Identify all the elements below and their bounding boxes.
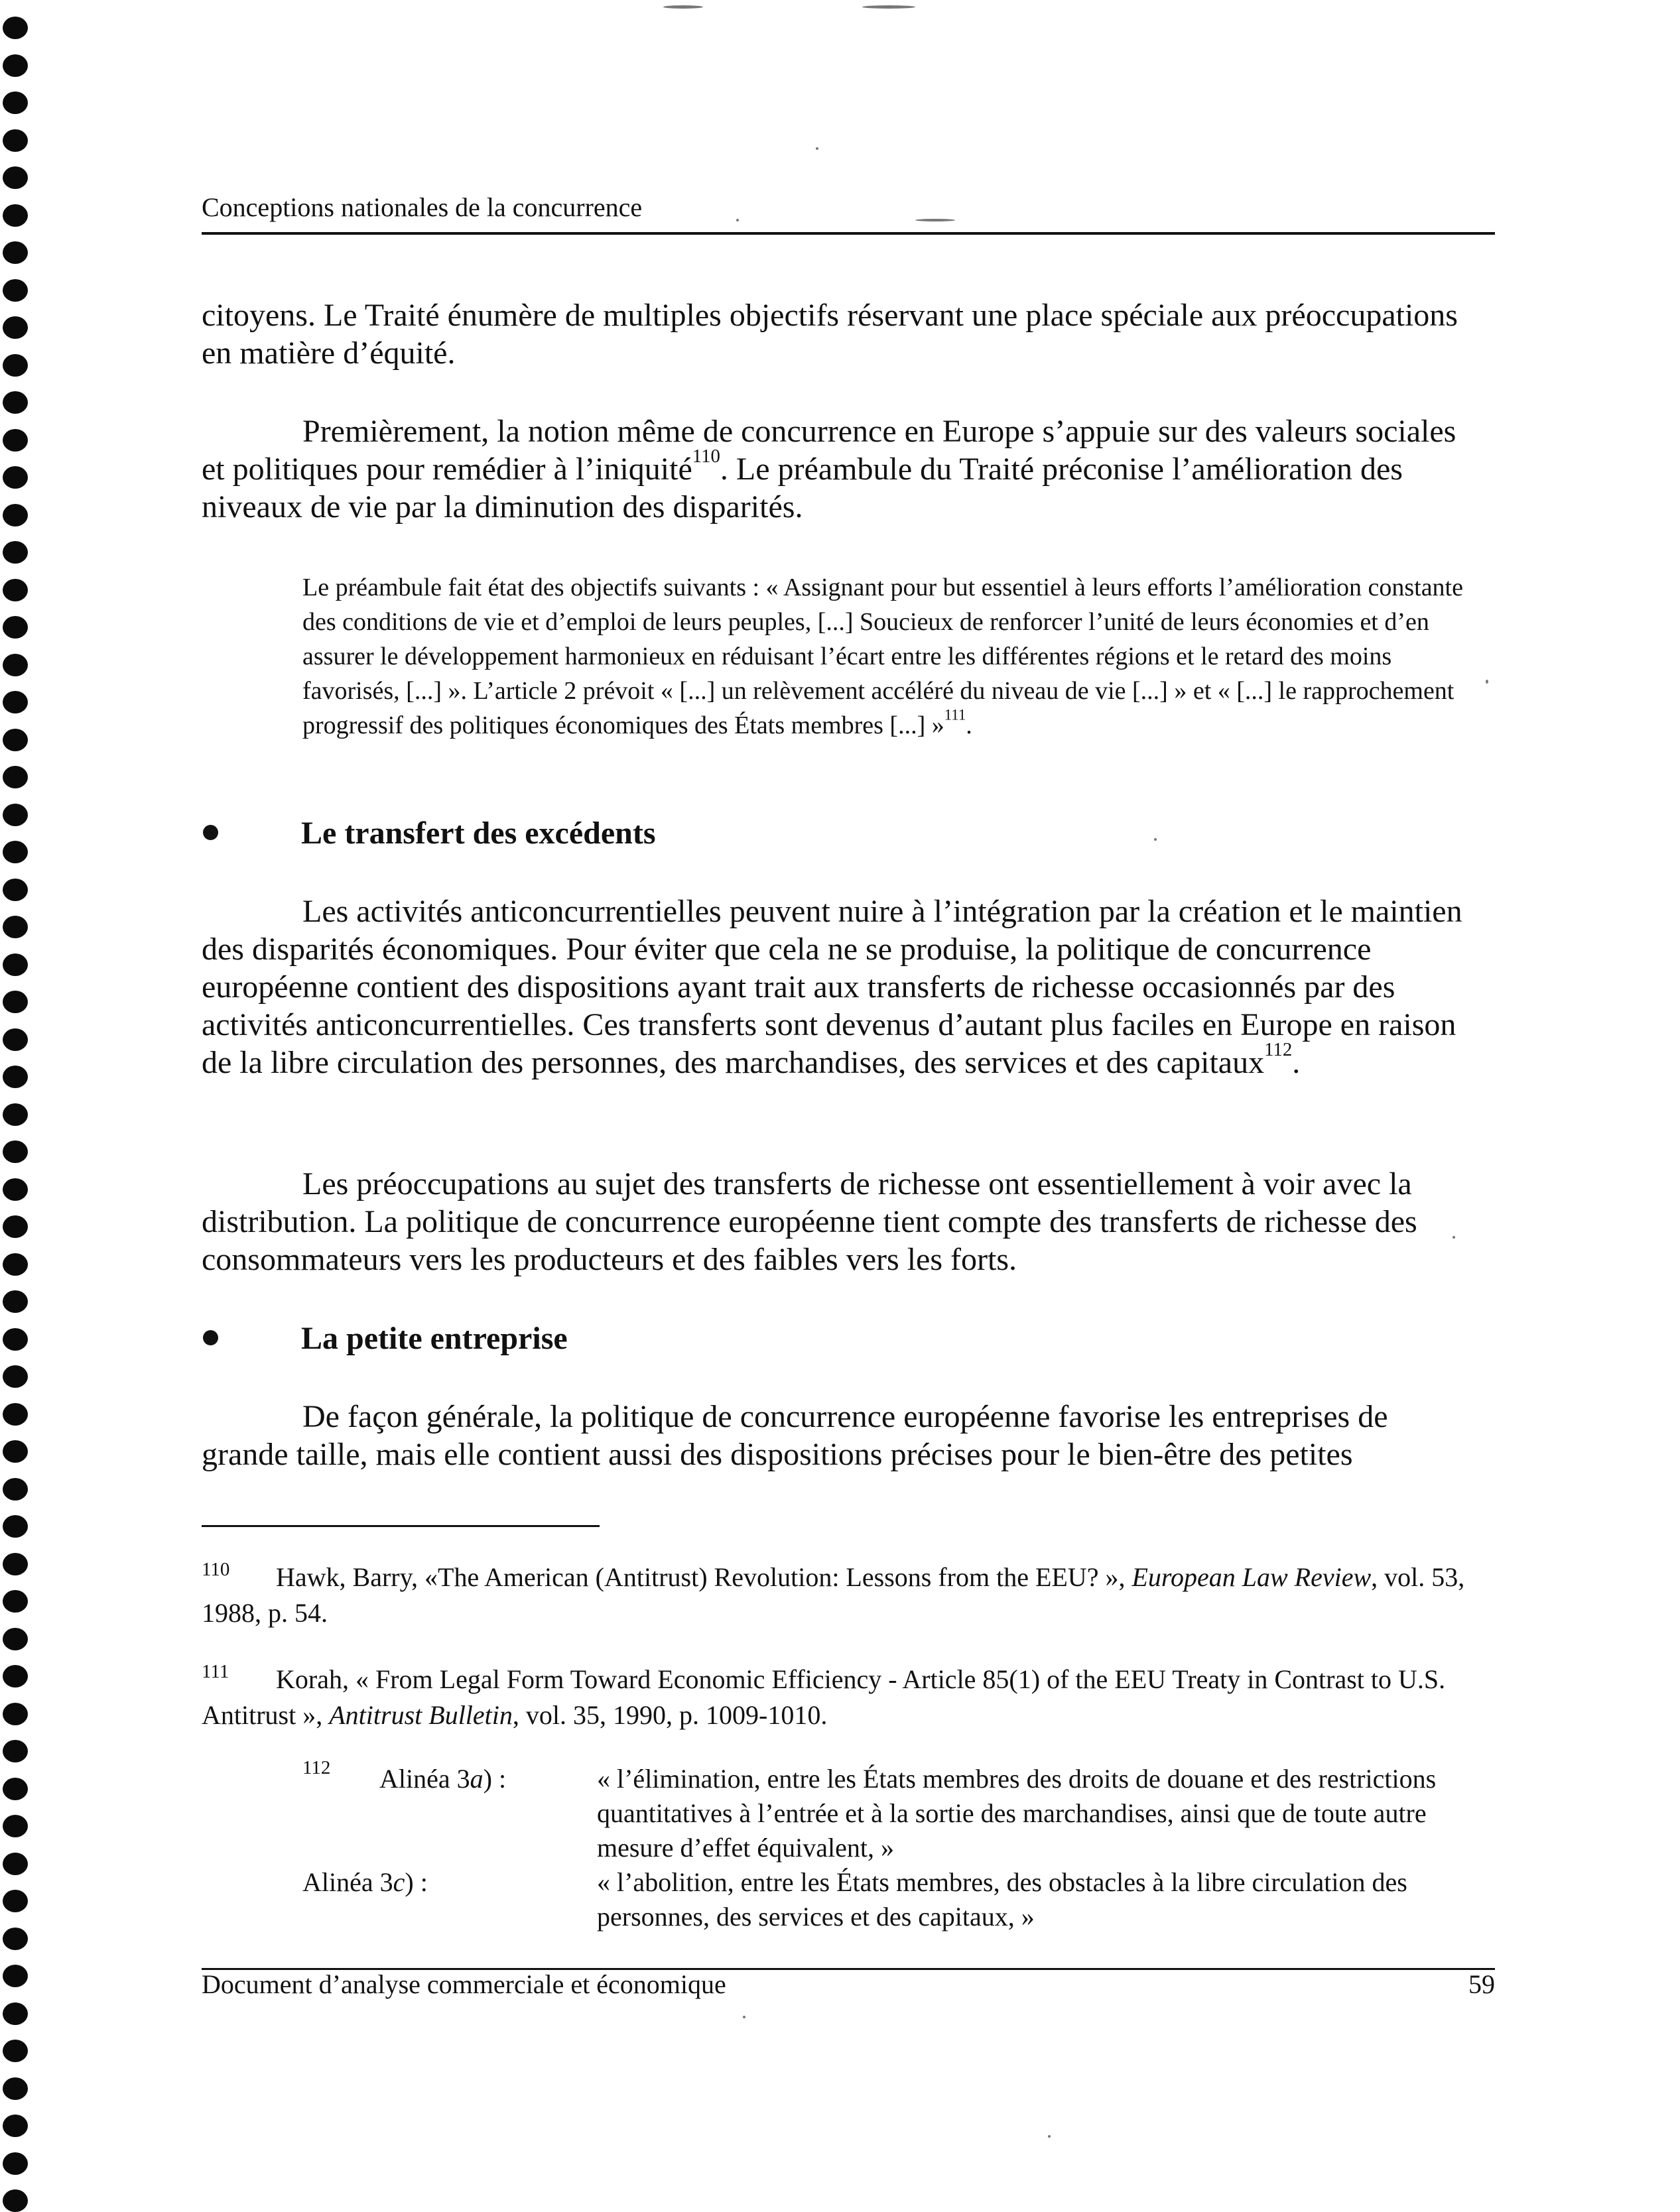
block-quote-tail: . [966,711,972,739]
scan-speck [743,2016,745,2018]
footnote-ref-112: 112 [1264,1039,1293,1061]
scan-speck [1154,838,1157,841]
bullet-icon [203,825,218,840]
paragraph-3-text: Les activités anticoncurrentielles peuvent nuire à l’intégration par la création et le maintien des disparités économiques. Pour éviter que cela ne se produise, la politique de concurrence européenne contient des dispositions ayant trait aux transferts de richesse occasionnés par des activités anticoncurrentielles. Ces transferts sont devenus d’autant plus faciles en Europe en raison de la libre circulation des personnes, des marchandises, des services et des capitaux [202,894,1462,1080]
running-title: Conceptions nationales de la concurrence [202,192,643,222]
scan-speck [1453,1236,1455,1239]
footnote-111 [202,1654,1478,1733]
header-rule [202,232,1495,235]
footer-title: Document d’analyse commerciale et économique [202,1969,726,1999]
footnote-111-journal: Antitrust Bulletin [329,1699,513,1730]
paragraph-2-text: Premièrement, la notion même de concurrence en Europe s’appuie sur des valeurs sociales et politiques pour remédier à l’iniquité [202,414,1456,487]
footnote-111-text: Korah, « From Legal Form Toward Economic Efficiency - Article 85(1) of the EEU Treaty in Contrast to U.S. Antitrust », [202,1664,1446,1730]
scan-speck [862,5,915,9]
scan-speck [1486,680,1488,684]
section-heading-text: La petite entreprise [301,1321,568,1356]
footnote-110-journal: European Law Review [1131,1562,1372,1592]
scan-speck [1048,2135,1051,2138]
footnote-ref-111: 111 [944,706,966,723]
paragraph-1: citoyens. Le Traité énumère de multiples objectifs réservant une place spéciale aux préoccupations en matière d’équité. [202,298,1458,371]
paragraph-2 [202,412,1478,526]
paragraph-3-tail: . [1292,1045,1301,1080]
page-number: 59 [1468,1969,1495,1999]
running-header [202,192,1495,223]
footnote-111-tail: , vol. 35, 1990, p. 1009-1010. [512,1699,828,1730]
paragraph-4: Les préoccupations au sujet des transferts de richesse ont essentiellement à voir avec la distribution. La politique de concurrence européenne tient compte des transferts de richesse des consommateurs vers les producteurs et des faibles vers les forts. [202,1166,1417,1277]
block-quote-text: Le préambule fait état des objectifs suivants : « Assignant pour but essentiel à leurs efforts l’amélioration constante des conditions de vie et d’emploi de leurs peuples, [...] Soucieux de renforcer l’unité de leurs économies et d’en assurer le développement harmonieux en réduisant l’écart entre les différentes régions et le retard des moins favorisés, [...] ». L’article 2 prévoit « [...] un relèvement accéléré du niveau de vie [...] » et « [...] le rapprochement progressif des politiques économiques des États membres [...] » [302,574,1463,739]
paragraph-2-tail: . Le préambule du Traité préconise l’amélioration des niveaux de vie par la diminution des disparités. [202,452,1403,524]
footnote-ref-110: 110 [692,446,720,467]
scan-speck [816,147,818,150]
alinea-3a-label: Alinéa 3a) : [379,1764,507,1794]
alinea-3c-text: « l’abolition, entre les États membres, des obstacles à la libre circulation des personnes, des services et des capitaux, » [597,1867,1407,1932]
alinea-3a-text: « l’élimination, entre les États membres des droits de douane et des restrictions quantitatives à l’entrée et à la sortie des marchandises, ainsi que de toute autre mesure d’effet équivalent, » [597,1764,1437,1863]
alinea-3c-label: Alinéa 3c) : [302,1867,428,1897]
bullet-icon [203,1330,218,1345]
section-heading-petite-entreprise [202,1319,1475,1359]
block-quote [302,570,1476,743]
footnote-110-tail: , vol. 53, 1988, p. 54. [202,1562,1465,1628]
footnote-112-number: 112 [302,1757,331,1778]
footnote-110-text: Hawk, Barry, «The American (Antitrust) Revolution: Lessons from the EEU? », [276,1562,1132,1592]
section-heading-text: Le transfert des excédents [301,816,656,851]
scan-speck [663,5,703,9]
footnote-separator [202,1525,600,1527]
paragraph-5: De façon générale, la politique de concurrence européenne favorise les entreprises de grande taille, mais elle contient aussi des dispositions précises pour le bien-être des petites [202,1399,1388,1472]
paragraph-3 [202,892,1478,1081]
scan-speck [736,219,739,221]
footnote-number: 111 [202,1661,229,1682]
footnote-110 [202,1552,1478,1631]
section-heading-transfert [202,814,1475,853]
scan-speck [915,219,955,221]
footnote-number: 110 [202,1559,230,1580]
